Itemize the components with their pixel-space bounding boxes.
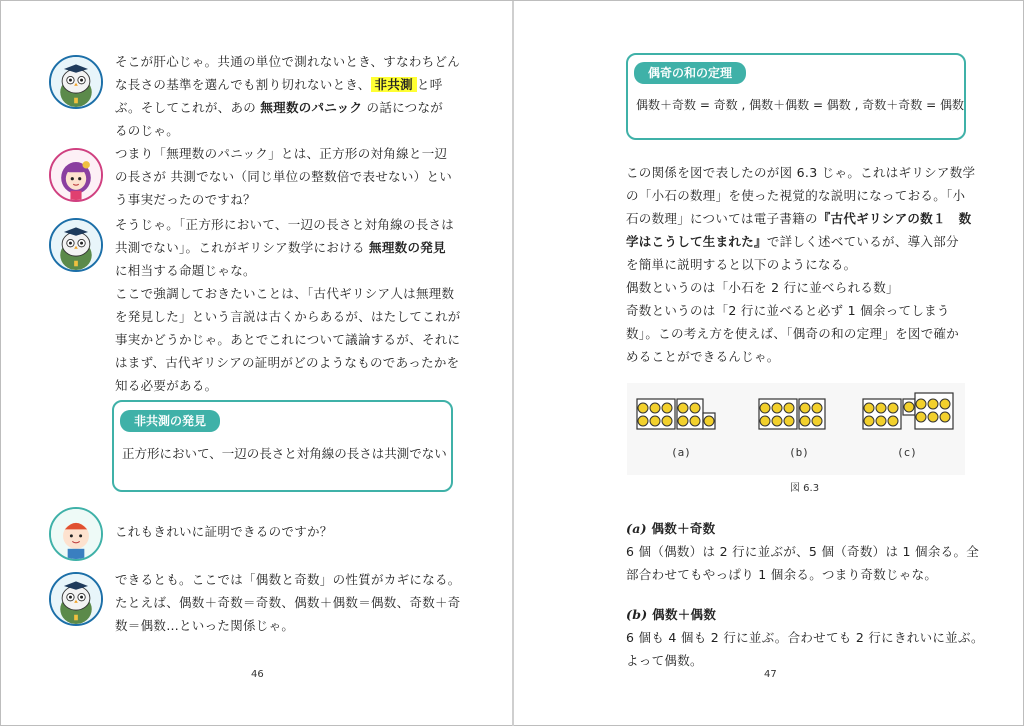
pebble [704,416,714,426]
text-line: 知る必要がある。 [115,378,218,393]
pebble [800,416,810,426]
pebble [864,403,874,413]
text-line: 石の数理」については電子書籍の『古代ギリシアの数１ 数 [626,211,972,226]
box-body: 正方形において、一辺の長さと対角線の長さは共測でない [122,446,447,461]
text-line: はまず、古代ギリシアの証明がどのようなものであったかを [115,355,460,370]
pebble [916,412,926,422]
book-title: 学はこうして生まれた』 [626,234,767,249]
page-number: 46 [251,669,264,680]
right-page [514,1,1024,726]
figure-caption: 図 6.3 [790,483,820,494]
text-line: を発見した」という言説は古くからあるが、はたしてこれが [115,309,461,324]
section-heading: (a) 偶数＋奇数 [626,521,716,536]
dialogue-paragraph-3 [115,213,461,397]
owl-icon [51,574,101,624]
text-line: 数」。この考え方を使えば、「偶奇の和の定理」を図で確か [626,326,960,341]
pebble [876,416,886,426]
text-line: 共測でない」。これがギリシア数学における 無理数の発見 [115,240,446,255]
boy-icon [51,509,101,559]
box-body: 偶数＋奇数 = 奇数 , 偶数＋偶数 = 偶数 , 奇数＋奇数 = 偶数 [636,98,964,112]
text-line: 数＝偶数…といった関係じゃ。 [115,618,295,633]
owl-icon [51,220,101,270]
pebble-frame [915,393,953,429]
text-line: 奇数というのは「2 行に並べると必ず 1 個余ってしまう [626,303,950,318]
owl-icon [51,57,101,107]
pebble [864,416,874,426]
dialogue-paragraph-1 [115,50,460,142]
pebble [772,403,782,413]
pebble [904,402,914,412]
text-line: めることができるんじゃ。 [626,349,780,364]
section-b [626,603,984,672]
text-line: これもきれいに証明できるのですか？ [115,524,333,539]
pebble [916,399,926,409]
pebble [928,412,938,422]
pebble [784,403,794,413]
section-heading: (b) 偶数＋偶数 [626,607,717,622]
pebble [812,416,822,426]
pebble [690,403,700,413]
figure-label-c: (c) [897,446,917,459]
dialogue-paragraph-5 [115,568,461,637]
owl-professor-avatar [49,55,103,109]
highlight-term: 非共測 [371,77,417,92]
girl-icon [51,150,101,200]
text-line: そこが肝心じゃ。共通の単位で測れないとき、すなわちどん [115,54,461,69]
pebble [888,403,898,413]
theorem-box-parity-sum [626,53,966,140]
text-line: の長さが 共測でない（同じ単位の整数倍で表せない）とい [115,169,453,184]
text-line: う事実だったのですね？ [115,192,256,207]
text-line: な長さの基準を選んでも割り切れないとき、 非共測 と呼 [115,77,443,92]
text-line: に相当する命題じゃな。 [115,263,256,278]
pebble [690,416,700,426]
owl-professor-avatar [49,218,103,272]
text-line: の「小石の数理」を使った視覚的な説明になっておる。「小 [626,188,966,203]
section-a [626,517,979,586]
text-line: そうじゃ。「正方形において、一辺の長さと対角線の長さは [115,217,455,232]
text-line: 事実かどうかじゃ。あとでこれについて議論するが、それに [115,332,461,347]
figure-label-a: (a) [671,446,691,459]
pebble [812,403,822,413]
pebble [678,403,688,413]
girl-student-avatar [49,148,103,202]
figure-pebbles [627,383,965,475]
text-line: この関係を図で表したのが図 6.3 じゃ。これはギリシア数学 [626,165,976,180]
pebble [800,403,810,413]
boy-student-avatar [49,507,103,561]
text-line: 6 個も 4 個も 2 行に並ぶ。合わせても 2 行にきれいに並ぶ。 [626,630,984,645]
text-line: を簡単に説明すると以下のようになる。 [626,257,857,272]
text-line: ぶ。そしてこれが、あの 無理数のパニック の話につなが [115,100,444,115]
box-tag: 非共測の発見 [120,410,220,432]
pebble [940,399,950,409]
pebble [650,403,660,413]
text-line: ここで強調しておきたいことは、「古代ギリシア人は無理数 [115,286,455,301]
book-title: 『古代ギリシアの数１ 数 [817,211,972,226]
pebble [662,416,672,426]
bold-term: 無理数の発見 [369,240,446,255]
text-line: たとえば、偶数＋奇数＝奇数、偶数＋偶数＝偶数、奇数＋奇 [115,595,461,610]
text-line: よって偶数。 [626,653,703,668]
text-line: つまり「無理数のパニック」とは、正方形の対角線と一辺 [115,146,448,161]
dialogue-paragraph-4 [115,520,333,543]
pebble [678,416,688,426]
theorem-box-non-commensurable [112,400,453,492]
pebble [876,403,886,413]
pebble-diagram [627,383,965,443]
pebble [772,416,782,426]
pebble [760,403,770,413]
text-line: 学はこうして生まれた』で詳しく述べているが、導入部分 [626,234,959,249]
body-paragraph [626,161,975,368]
pebble [888,416,898,426]
text-line: 偶数というのは「小石を 2 行に並べられる数」 [626,280,899,295]
pebble [940,412,950,422]
pebble [638,403,648,413]
owl-professor-avatar [49,572,103,626]
text-line: 6 個（偶数）は 2 行に並ぶが、5 個（奇数）は 1 個余る。全 [626,544,980,559]
page-number: 47 [764,669,777,680]
text-line: できるとも。ここでは「偶数と奇数」の性質がカギになる。 [115,572,461,587]
dialogue-paragraph-2 [115,142,452,211]
left-page [1,1,512,726]
pebble [662,403,672,413]
pebble [784,416,794,426]
box-tag: 偶奇の和の定理 [634,62,746,84]
pebble [760,416,770,426]
text-line: 部合わせてもやっぱり 1 個余る。つまり奇数じゃな。 [626,567,938,582]
figure-label-b: (b) [789,446,809,459]
pebble [928,399,938,409]
text-line: るのじゃ。 [115,123,180,138]
bold-term: 無理数のパニック [260,100,363,115]
pebble [638,416,648,426]
pebble [650,416,660,426]
